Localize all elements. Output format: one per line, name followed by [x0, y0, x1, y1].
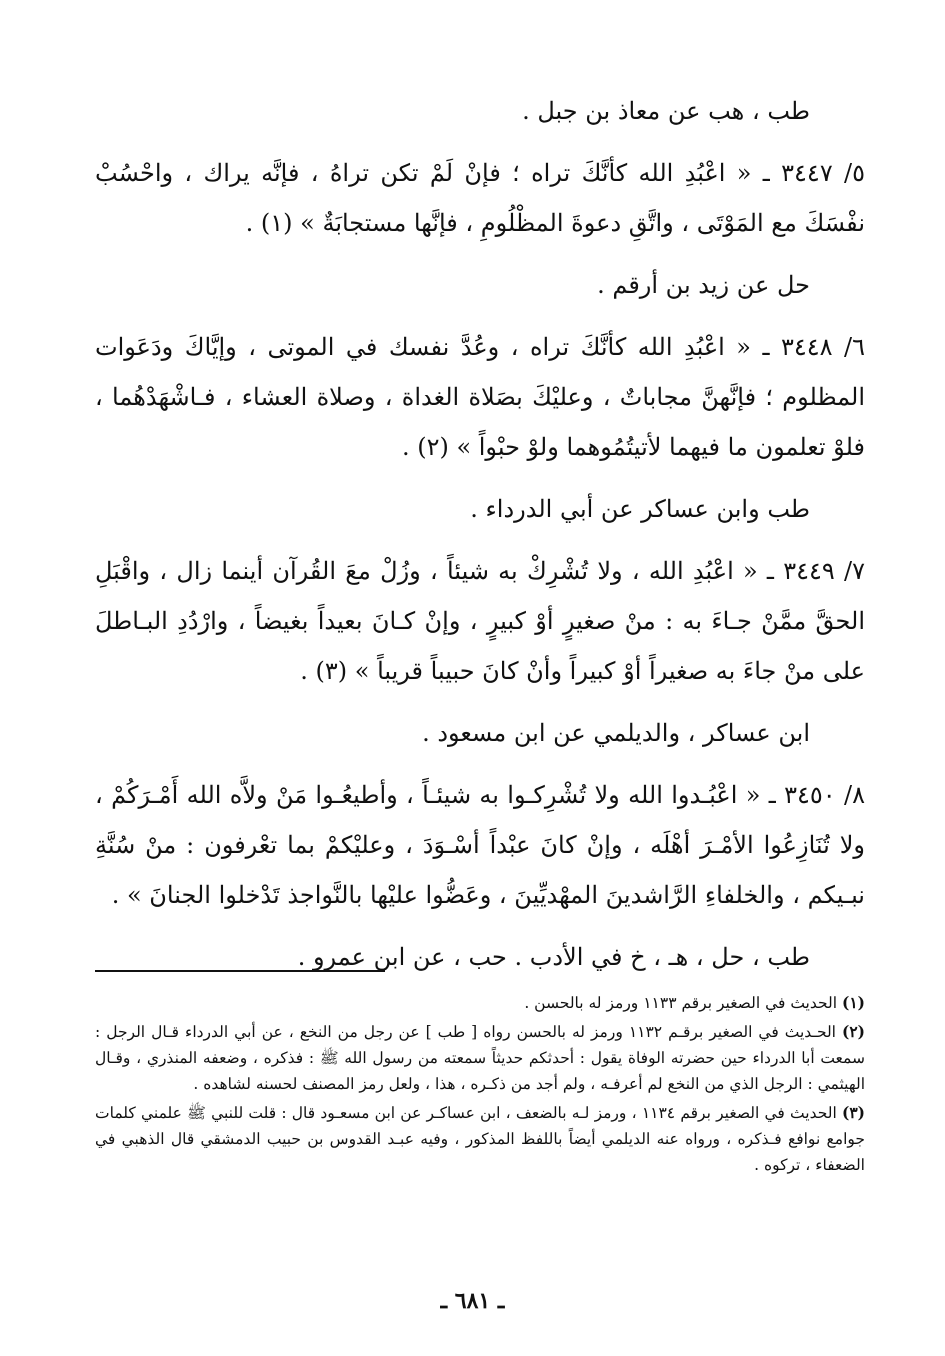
- hadith-3449: ٧/ ٣٤٤٩ ـ « اعْبُدِ الله ، ولا تُشْرِكْ به شيئاً ، وزُلْ معَ القُرآن أينما زال ، واقْبَلِ الحقَّ ممَّنْ جـاءَ به : منْ صغيرٍ أوْ كبيرٍ ، وإنْ كـانَ بعيداً بغيضاً ، وارْدُدِ البـاطلَ على منْ جاءَ به صغيراً أوْ كبيراً وأنْ كانَ حبيباً قريباً » (٣) .: [95, 557, 865, 685]
- footnotes: [95, 990, 865, 1181]
- footnote-2: [95, 1019, 865, 1097]
- source-line: طب وابن عساكر عن أبي الدرداء .: [470, 495, 810, 523]
- footnote-separator: [95, 970, 385, 972]
- page-number: ـ ٦٨١ ـ: [440, 1288, 505, 1314]
- footnote-text: الحديث في الصغير برقم ١١٣٣ ورمز له بالحسن .: [524, 994, 838, 1012]
- source-line: حل عن زيد بن أرقم .: [597, 271, 810, 299]
- source-line: طب ، هب عن معاذ بن جبل .: [522, 97, 810, 125]
- footnote-3: [95, 1100, 865, 1178]
- hadith-3448: ٦/ ٣٤٤٨ ـ « اعْبُدِ الله كأنَّكَ تراه ، وعُدَّ نفسك في الموتى ، وإيَّاكَ ودَعَوات المظلوم ؛ فإنَّهنَّ مجاباتٌ ، وعليْكَ بصَلاة الغداة ، وصلاة العشاء ، فـاشْهَدْهُما ، فلوْ تعلمون ما فيهما لأتيتُمُوهما ولوْ حبْواً » (٢) .: [95, 333, 866, 461]
- source-line: طب ، حل ، هـ ، خ في الأدب . حب ، عن ابن عمرو .: [297, 943, 810, 971]
- hadith-3450: ٨/ ٣٤٥٠ ـ « اعْبُـدوا الله ولا تُشْرِكـوا به شيئـاً ، وأطيعُـوا مَنْ ولاَّه الله أَمْـرَكُمْ ، ولا تُنَازِعُوا الأمْـرَ أهْلَه ، وإنْ كانَ عبْداً أسْـوَدَ ، وعليْكمْ بما تعْرفون : منْ سُنَّةِ نبـيكم ، والخلفاءِ الرَّاشدينَ المهْديِّينَ ، وعَضُّوا عليْها بالنَّواجذ تَدْخلوا الجنانَ » .: [95, 781, 865, 909]
- hadith-3447: ٥/ ٣٤٤٧ ـ « اعْبُدِ الله كأنَّكَ تراه ؛ فإنْ لَمْ تكن تراهُ ، فإنَّه يراك ، واحْسُبْ نفْسَكَ مع المَوْتَى ، واتَّقِ دعوةَ المظْلُومِ ، فإنَّها مستجابَةٌ » (١) .: [95, 159, 865, 237]
- footnote-number: (٣): [841, 1103, 865, 1122]
- main-text: [95, 86, 865, 994]
- footnote-number: (٢): [841, 1022, 865, 1041]
- source-line: ابن عساكر ، والديلمي عن ابن مسعود .: [422, 719, 810, 747]
- footnote-text: الحديث في الصغير برقم ١١٣٤ ، ورمز لـه بالضعف ، ابن عساكـر عن ابن مسعـود قال : قلت للنبي ﷺ علمني كلمات جوامع نوافع فـذكره ، ورواه عنه الديلمي أيضاً باللفظ المذكور ، وفيه عبـد القدوس بن حبيب الدمشقي قال الذهبي في الضعفاء ، تركوه .: [95, 1104, 865, 1174]
- footnote-number: (١): [841, 993, 865, 1012]
- footnote-text: الحـديث في الصغير برقـم ١١٣٢ ورمز له بالحسن رواه [ طب ] عن رجل من النخع ، عن أبي الدرداء قـال الرجل : سمعت أبا الدرداء حين حضرته الوفاة يقول : أحدثكم حديثاً سمعته من رسول الله ﷺ : فذكره ، وضعفه المنذري ، وقـال الهيثمي : الرجل الذي من النخع لم أعرفـه ، ولم أجد من ذكـره ، هذا ، ولعل رمز المصنف لحسنه لشاهده .: [95, 1023, 865, 1093]
- footnote-1: [95, 990, 865, 1016]
